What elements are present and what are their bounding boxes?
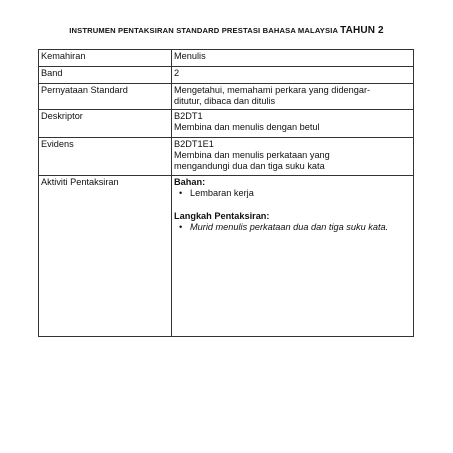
list-item: • Lembaran kerja: [190, 188, 411, 199]
evidens-code: B2DT1E1: [174, 139, 214, 149]
section-gap: [174, 199, 411, 211]
langkah-heading: Langkah Pentaksiran:: [174, 211, 270, 221]
row-label-evidens: Evidens: [39, 138, 172, 176]
row-value-deskriptor: [172, 110, 414, 138]
evidens-line-1: Membina dan menulis perkataan yang: [174, 150, 330, 160]
pernyataan-line-1: Mengetahui, memahami perkara yang didengar-: [174, 85, 371, 95]
document-title-year: TAHUN 2: [340, 25, 384, 36]
table-row: [39, 67, 414, 84]
evidens-line-2: mengandungi dua dan tiga suku kata: [174, 161, 325, 171]
row-label-pernyataan-standard: Pernyataan Standard: [39, 84, 172, 110]
document-title: [0, 25, 453, 36]
row-value-aktiviti-pentaksiran: [172, 176, 414, 337]
row-value-pernyataan-standard: [172, 84, 414, 110]
table-row: [39, 84, 414, 110]
table-row: [39, 138, 414, 176]
bahan-list: [174, 188, 411, 199]
row-label-aktiviti-pentaksiran: Aktiviti Pentaksiran: [39, 176, 172, 337]
deskriptor-text: Membina dan menulis dengan betul: [174, 122, 320, 132]
assessment-table: [38, 49, 414, 337]
deskriptor-code: B2DT1: [174, 111, 203, 121]
langkah-list: [174, 222, 411, 233]
document-title-main: INSTRUMEN PENTAKSIRAN STANDARD PRESTASI BAHASA MALAYSIA: [69, 26, 338, 35]
table-row: [39, 110, 414, 138]
table-row: [39, 50, 414, 67]
pernyataan-line-2: ditutur, dibaca dan ditulis: [174, 96, 276, 106]
row-label-band: Band: [39, 67, 172, 84]
list-item: • Murid menulis perkataan dua dan tiga suku kata.: [190, 222, 411, 233]
row-value-evidens: [172, 138, 414, 176]
table-row: [39, 176, 414, 337]
bahan-heading: Bahan:: [174, 177, 206, 187]
row-label-kemahiran: Kemahiran: [39, 50, 172, 67]
row-label-deskriptor: Deskriptor: [39, 110, 172, 138]
row-value-kemahiran: Menulis: [172, 50, 414, 67]
row-value-band: 2: [172, 67, 414, 84]
